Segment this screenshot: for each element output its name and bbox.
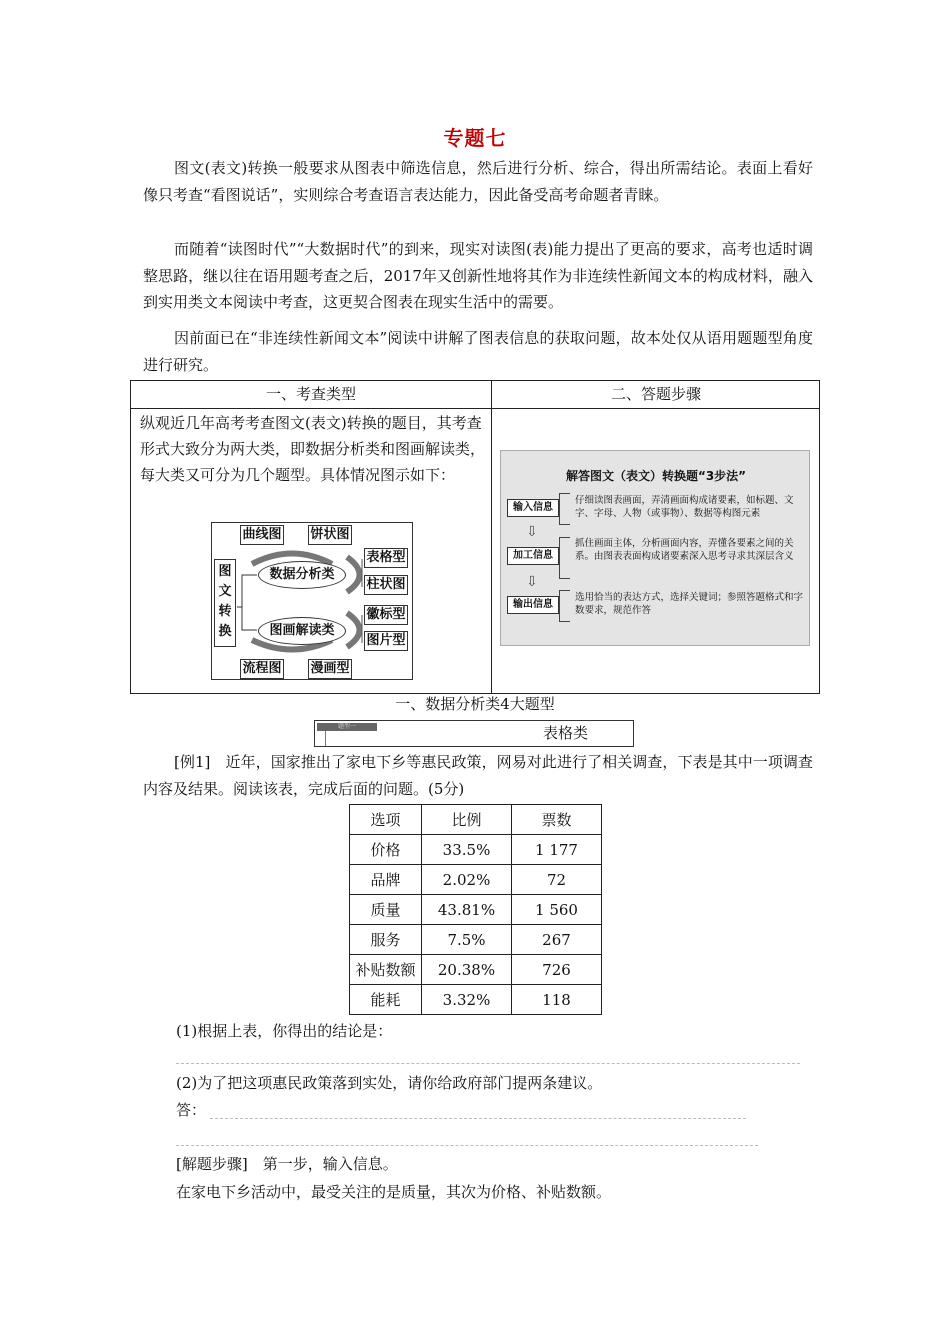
type-tag: 题型一	[317, 723, 377, 731]
table-cell: 7.5%	[422, 925, 512, 955]
step-process-label: 加工信息	[507, 547, 559, 565]
mindmap-leaf: 漫画型	[308, 659, 352, 679]
down-arrow-icon: ⇩	[526, 574, 538, 590]
table-cell: 1 177	[512, 835, 602, 865]
answer-line	[210, 1118, 746, 1119]
mindmap-connectors	[212, 523, 412, 679]
table-header-row	[350, 805, 602, 835]
page-title: 专题七	[443, 126, 507, 150]
mindmap-leaf: 徽标型	[364, 605, 408, 625]
type-bar	[314, 720, 634, 747]
table-cell: 2.02%	[422, 865, 512, 895]
table-cell: 质量	[350, 895, 422, 925]
section-heading: 一、数据分析类4大题型	[395, 695, 555, 713]
step-input-desc: 仔细读图表画面，弄清画面构成诸要素，如标题、文字、字母、人物（或事物）、数据等构图元素	[575, 495, 794, 519]
table-cell: 服务	[350, 925, 422, 955]
mindmap-leaf: 饼状图	[308, 525, 352, 545]
answer-line	[176, 1145, 758, 1146]
table-cell: 品牌	[350, 865, 422, 895]
table-cell: 267	[512, 925, 602, 955]
question-2: (2)为了把这项惠民政策落到实处，请你给政府部门提两条建议。	[176, 1074, 603, 1092]
table-header: 比例	[422, 805, 512, 835]
steps-diagram	[500, 450, 810, 646]
col-header-steps: 二、答题步骤	[610, 385, 701, 403]
table-row	[350, 865, 602, 895]
table-cell: 1 560	[512, 895, 602, 925]
table-row	[350, 955, 602, 985]
solution-steps-heading: [解题步骤] 第一步，输入信息。	[176, 1155, 398, 1173]
answer-line	[176, 1063, 800, 1064]
table-header: 票数	[512, 805, 602, 835]
table-cell: 43.81%	[422, 895, 512, 925]
solution-steps-text: 在家电下乡活动中，最受关注的是质量，其次为价格、补贴数额。	[176, 1183, 612, 1201]
table-cell: 能耗	[350, 985, 422, 1015]
step-process-desc: 抓住画面主体，分析画面内容，弄懂各要素之间的关系。由图表表面构成诸要素深入思考寻求其深层含义	[575, 538, 794, 562]
step-output-desc: 选用恰当的表达方式，选择关键词；参照答题格式和字数要求，规范作答	[575, 592, 804, 616]
table-cell: 33.5%	[422, 835, 512, 865]
mindmap-branch-data: 数据分析类	[258, 561, 346, 589]
example-text: [例1] 近年，国家推出了家电下乡等惠民政策，网易对此进行了相关调查，下表是其中一项调查内容及结果。阅读该表，完成后面的问题。(5分)	[143, 753, 813, 798]
col-header-types: 一、考查类型	[265, 385, 356, 403]
table-cell: 72	[512, 865, 602, 895]
step-input-label: 输入信息	[507, 499, 559, 517]
table-cell: 726	[512, 955, 602, 985]
answer-label: 答：	[176, 1101, 207, 1119]
table-row	[350, 895, 602, 925]
mindmap-leaf: 表格型	[364, 548, 408, 568]
mindmap-leaf: 图片型	[364, 631, 408, 651]
table-cell: 价格	[350, 835, 422, 865]
table-row	[350, 985, 602, 1015]
intro-paragraph-3: 因前面已在“非连续性新闻文本”阅读中讲解了图表信息的获取问题，故本处仅从语用题题型角度进行研究。	[143, 329, 813, 374]
table-cell: 补贴数额	[350, 955, 422, 985]
step-output-label: 输出信息	[507, 596, 559, 614]
type-mindmap	[211, 522, 413, 680]
question-1: (1)根据上表，你得出的结论是：	[176, 1022, 393, 1040]
mindmap-leaf: 柱状图	[364, 575, 408, 595]
survey-table	[349, 804, 602, 1015]
down-arrow-icon: ⇩	[526, 524, 538, 540]
intro-paragraph-1: 图文(表文)转换一般要求从图表中筛选信息，然后进行分析、综合，得出所需结论。表面上看好像只考查“看图说话”，实则综合考查语言表达能力，因此备受高考命题者青睐。	[143, 159, 813, 204]
mindmap-root: 图文转换	[214, 559, 236, 647]
table-header: 选项	[350, 805, 422, 835]
table-cell: 118	[512, 985, 602, 1015]
mindmap-leaf: 曲线图	[240, 525, 284, 545]
table-row	[350, 835, 602, 865]
table-row	[350, 925, 602, 955]
mindmap-leaf: 流程图	[240, 659, 284, 679]
types-description: 纵观近几年高考考查图文(表文)转换的题目，其考查形式大致分为两大类，即数据分析类和图画解读类，每大类又可分为几个题型。具体情况图示如下：	[140, 414, 486, 484]
overview-table	[130, 380, 820, 694]
type-label: 表格类	[543, 724, 589, 742]
intro-paragraph-2: 而随着“读图时代”“大数据时代”的到来，现实对读图(表)能力提出了更高的要求，高考也适时调整思路，继以往在语用题考查之后，2017年又创新性地将其作为非连续性新闻文本的构成材料，融入到实用类文本阅读中考查，这更契合图表在现实生活中的需要。	[143, 240, 813, 311]
table-cell: 3.32%	[422, 985, 512, 1015]
table-cell: 20.38%	[422, 955, 512, 985]
mindmap-branch-image: 图画解读类	[258, 617, 346, 645]
steps-title: 解答图文（表文）转换题“3步法”	[565, 469, 747, 483]
